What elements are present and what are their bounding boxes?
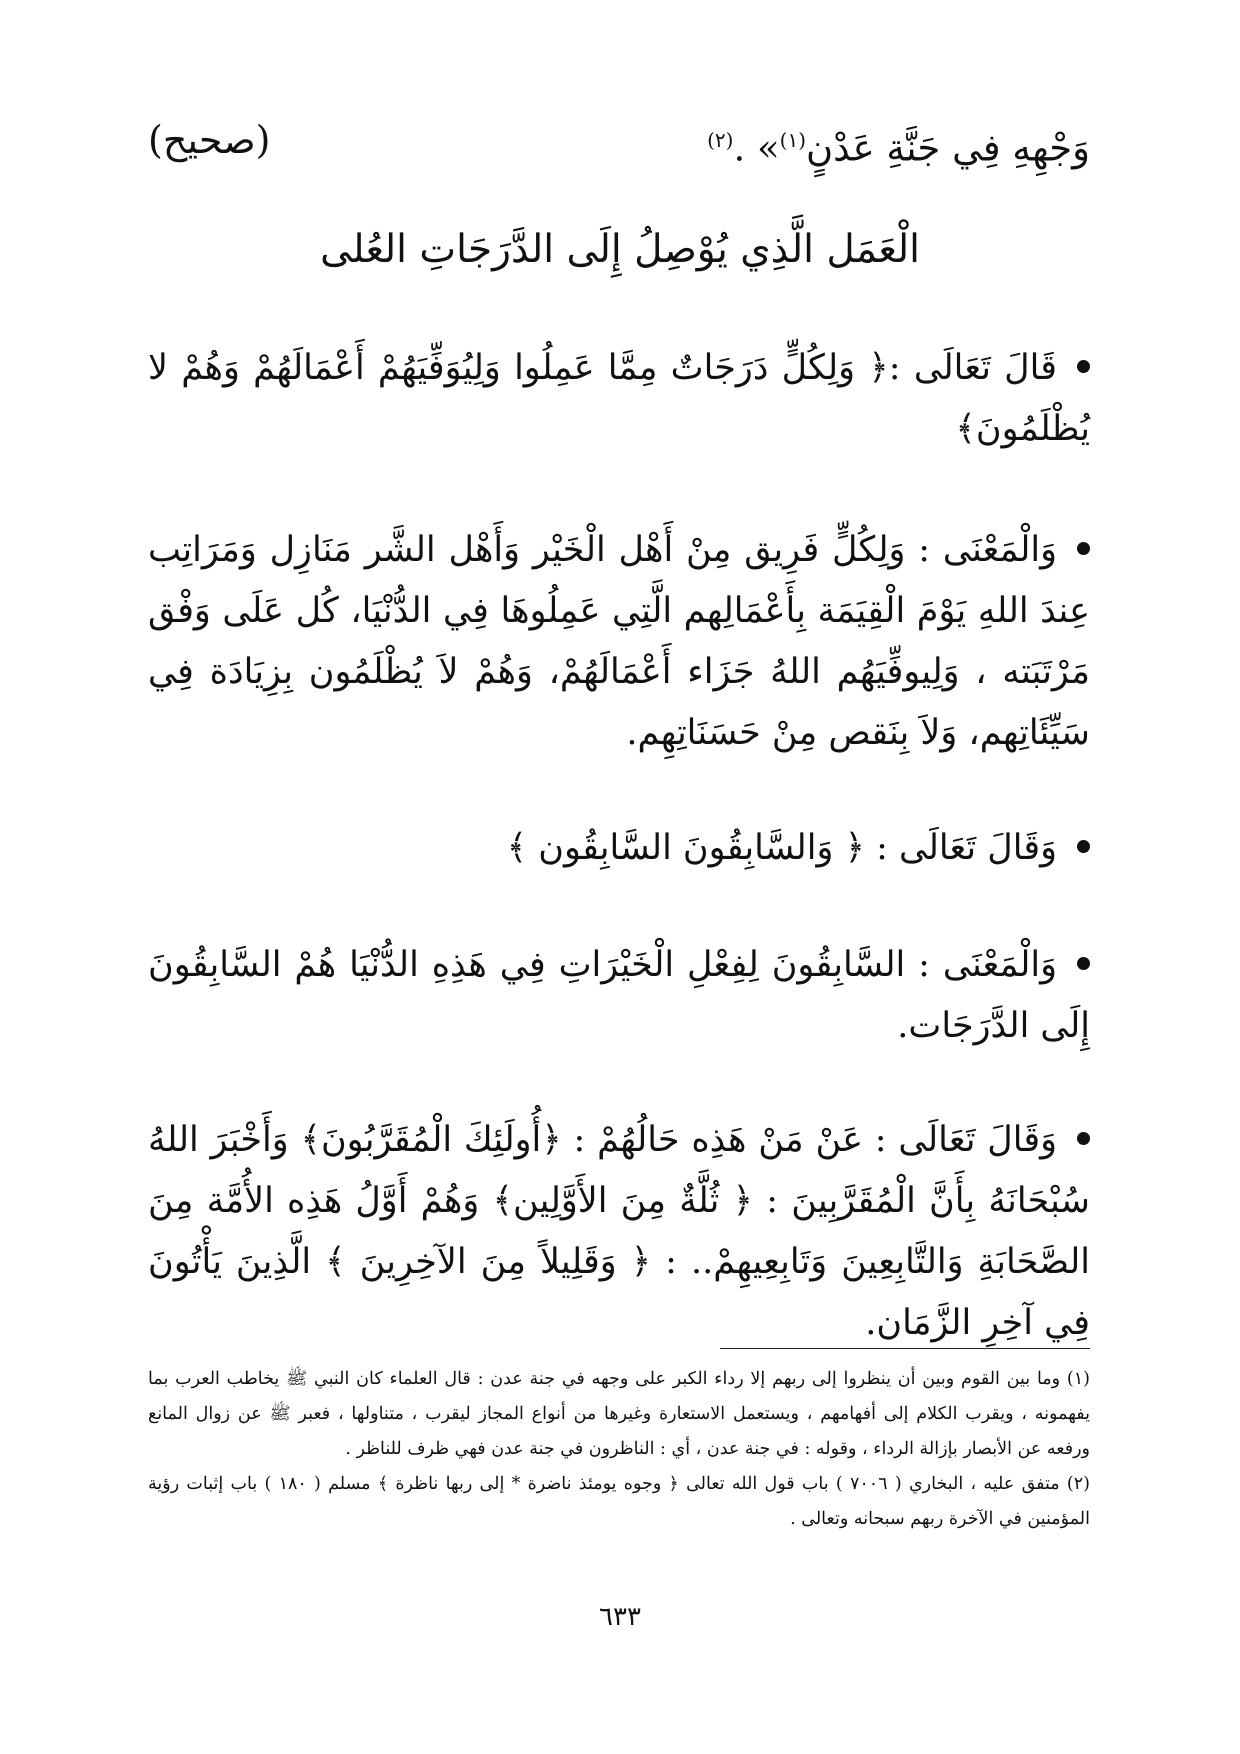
footnote-ref-2[interactable]: (٢) xyxy=(707,128,734,152)
header-phrase: وَجْهِهِ فِي جَنَّةِ عَدْنٍ xyxy=(806,126,1090,170)
paragraph-text: وَقَالَ تَعَالَى : عَنْ مَنْ هَذِه حَالُهُمْ : ﴿أُولَئِكَ الْمُقَرَّبُونَ﴾ وَأَخْبَرَ اللهُ سُبْحَانَهُ بِأَنَّ الْمُقَرَّبِينَ : ﴿ ثُلَّةٌ مِنَ الأَوَّلِين﴾ وَهُمْ أَوَّلُ هَذِه الأُمَّة مِنَ الصَّحَابَةِ وَالتَّابِعِينَ وَتَابِعِيهِمْ.. : ﴿ وَقَلِيلاً مِنَ الآخِرِينَ ﴾ الَّذِينَ يَأْتُونَ فِي آخِرِ الزَّمَان. xyxy=(148,1120,1090,1343)
page-number: ٦٣٣ xyxy=(599,1602,641,1632)
footnote-2: (٢) متفق عليه ، البخاري ( ٧٠٠٦ ) باب قول الله تعالى ﴿ وجوه يومئذ ناضرة * إلى ربها ناظرة ﴾ مسلم ( ١٨٠ ) باب إثبات رؤية المؤمنين في الآخرة ربهم سبحانه وتعالى . xyxy=(148,1474,1090,1529)
footnote-1: (١) وما بين القوم وبين أن ينظروا إلى ربهم إلا رداء الكبر على وجهه في جنة عدن : قال العلماء كان النبي ﷺ يخاطب العرب بما يفهمونه ، ويقرب الكلام إلى أفهامهم ، ويستعمل الاستعارة وغيرها من أنواع المجاز ليقرب ، متناولها ، فعبر ﷺ عن زوال المانع ورفعه عن الأبصار بإزالة الرداء ، وقوله : في جنة عدن ، أي : الناظرون في جنة عدن فهي ظرف للناظر . xyxy=(148,1369,1090,1459)
bullet-icon xyxy=(1077,1132,1090,1145)
bullet-icon xyxy=(1077,542,1090,555)
bullet-icon xyxy=(1077,957,1090,970)
footnote-divider xyxy=(720,1348,1090,1349)
paragraph-verse-degrees xyxy=(148,338,1090,460)
paragraph-text: وَالْمَعْنَى : السَّابِقُونَ لِفِعْلِ الْخَيْرَاتِ فِي هَذِهِ الدُّنْيَا هُمْ السَّابِقُونَ إِلَى الدَّرَجَات. xyxy=(148,945,1090,1046)
paragraph-meaning-forerunners xyxy=(148,935,1090,1057)
header-suffix: » . xyxy=(733,126,780,170)
footnote-ref-1[interactable]: (١) xyxy=(779,128,806,152)
paragraph-those-brought-near xyxy=(148,1110,1090,1354)
bullet-icon xyxy=(1077,360,1090,373)
footnotes xyxy=(148,1362,1090,1537)
paragraph-text: وَقَالَ تَعَالَى : ﴿ وَالسَّابِقُونَ السَّابِقُون ﴾ xyxy=(506,828,1057,868)
bullet-icon xyxy=(1077,840,1090,853)
paragraph-text: قَالَ تَعَالَى :﴿ وَلِكُلٍّ دَرَجَاتٌ مِمَّا عَمِلُوا وَلِيُوَفِّيَهُمْ أَعْمَالَهُمْ وَهُمْ لا يُظْلَمُونَ﴾ xyxy=(148,348,1090,449)
hadith-grade-label: (صحيح) xyxy=(148,118,271,162)
paragraph-verse-forerunners xyxy=(148,818,1090,879)
section-title: الْعَمَل الَّذِي يُوْصِلُ إِلَى الدَّرَجَاتِ العُلى xyxy=(320,227,920,272)
paragraph-text: وَالْمَعْنَى : وَلِكُلٍّ فَرِيق مِنْ أَهْل الْخَيْر وَأَهْل الشَّر مَنَازِل وَمَرَاتِب عِندَ اللهِ يَوْمَ الْقِيَمَة بِأَعْمَالِهم الَّتِي عَمِلُوهَا فِي الدُّنْيَا، كُل عَلَى وَفْق مَرْتَبَته ، وَلِيوفِّيَهُم اللهُ جَزَاء أَعْمَالَهُمْ، وَهُمْ لاَ يُظْلَمُون بِزِيَادَة فِي سَيِّئَاتِهم، وَلاَ بِنَقص مِنْ حَسَنَاتِهِم. xyxy=(148,530,1090,753)
paragraph-meaning-degrees xyxy=(148,520,1090,764)
header-text xyxy=(470,112,1090,176)
